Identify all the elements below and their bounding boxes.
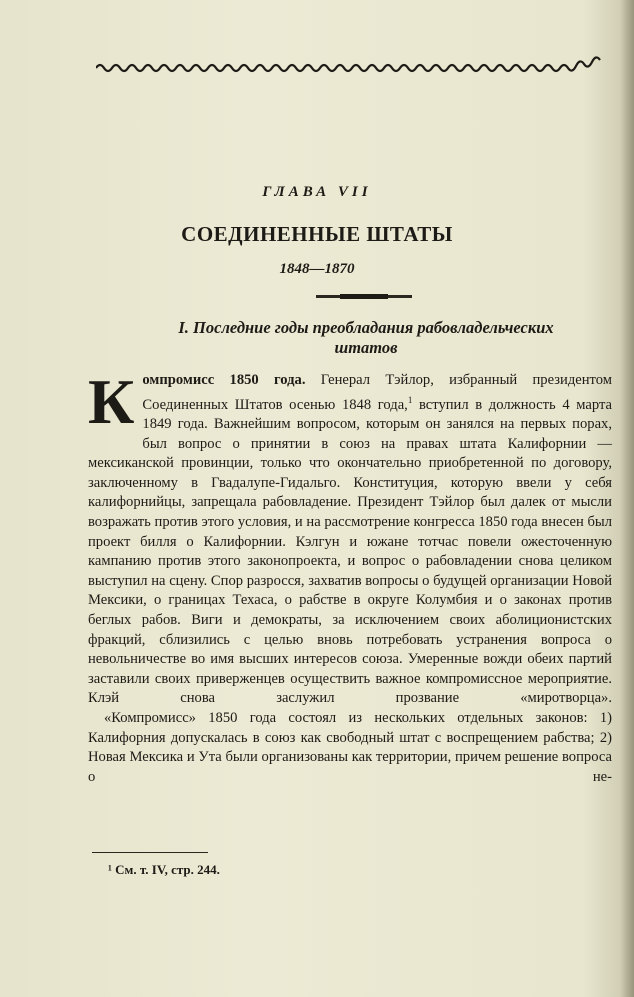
page-edge-shadow xyxy=(620,0,634,997)
section-heading xyxy=(110,318,622,358)
chapter-years: 1848—1870 xyxy=(279,261,355,277)
drop-cap: К xyxy=(88,366,135,437)
wavy-ornament-rule xyxy=(96,56,608,76)
paragraph-lead: омпромисс 1850 года. xyxy=(142,372,306,388)
footnote-text: См. т. IV, стр. 244. xyxy=(115,862,220,877)
chapter-label: ГЛАВА VII xyxy=(262,184,372,200)
chapter-title: СОЕДИНЕННЫЕ ШТАТЫ xyxy=(181,222,453,246)
footnote-mark: ¹ xyxy=(108,862,112,877)
body-text xyxy=(88,366,612,787)
footnote-rule xyxy=(92,852,208,853)
footnote-reference[interactable]: 1 xyxy=(407,394,413,405)
title-divider-center xyxy=(340,294,388,299)
paragraph-1 xyxy=(88,366,612,709)
section-heading-line1: I. Последние годы преобладания рабовладельческих xyxy=(178,318,554,337)
footnote xyxy=(108,862,608,878)
paragraph-1-text: Генерал Тэйлор, избранный президентом Соединенных Штатов осенью 1848 года, xyxy=(142,372,612,413)
section-heading-line2: штатов xyxy=(334,338,398,357)
paragraph-1-continuation: вступил в должность 4 марта 1849 года. Важнейшим вопросом, которым он занялся на первых порах, был вопрос о принятии в союз на правах штата Калифорнии — мексиканской провинции, только что окончательно приобретенной по договору, заключенному в Гвадалупе-Гидальго. Конституция, которую ввели у себя калифорнийцы, запрещала рабовладение. Президент Тэйлор был далек от мысли возражать против этого условия, и на рассмотрение конгресса 1850 года внесен был проект билля о Калифорнии. Кэлгун и южане тотчас повели ожесточенную кампанию против этого законопроекта, и вопрос о рабовладении снова целиком выступил на сцену. Спор разросся, захватив вопросы о будущей организации Новой Мексики, о границах Техаса, о рабстве в округе Колумбия и о законах против беглых рабов. Виги и демократы, за исключением своих аболиционистских фракций, сблизились с целью вновь потребовать устранения вопроса о невольничестве во имя высших интересов союза. Умеренные вожди обеих партий заставили своих приверженцев осуществить важное компромиссное мероприятие. Клэй снова заслужил прозвание «миротворца». xyxy=(88,396,612,707)
paragraph-2: «Компромисс» 1850 года состоял из нескольких отдельных законов: 1) Калифорния допускалась в союз как свободный штат с воспрещением рабства; 2) Новая Мексика и Ута были организованы как территории, причем решение вопроса о не- xyxy=(88,709,612,785)
